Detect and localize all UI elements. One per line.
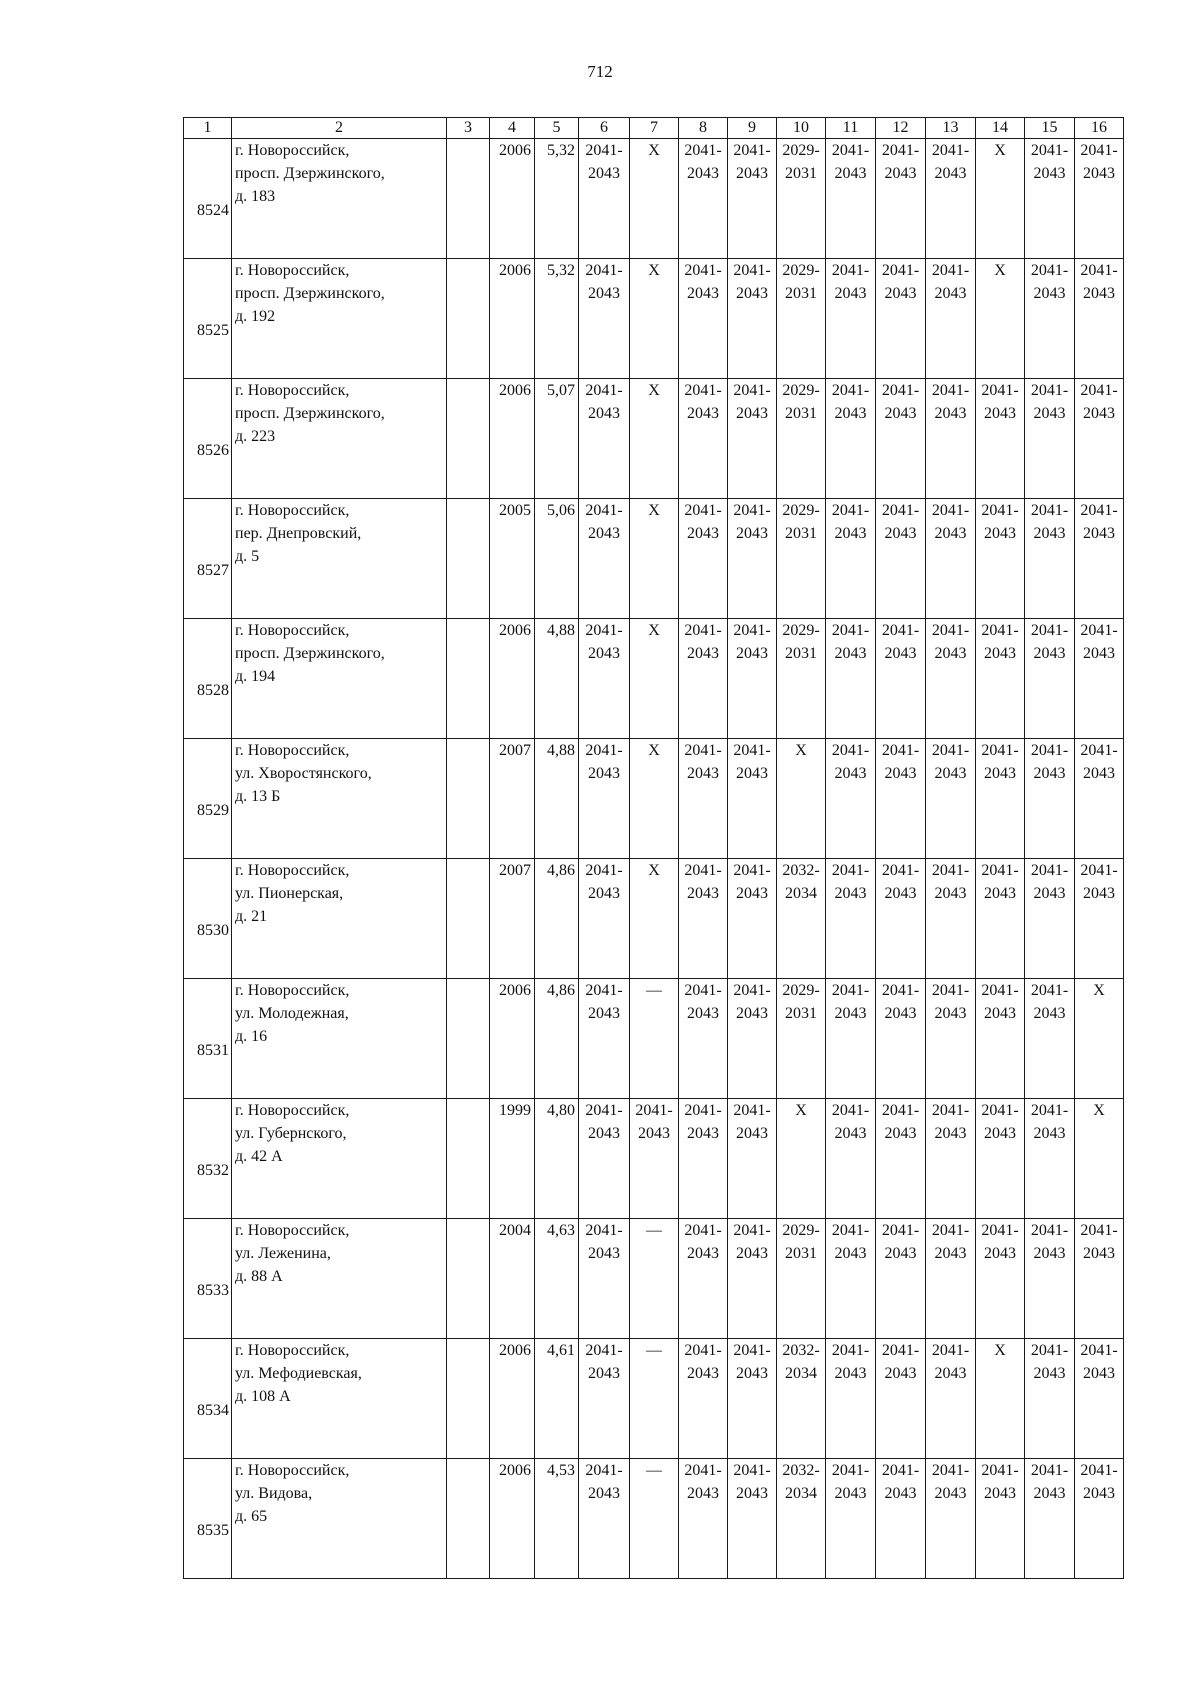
period-cell-11: 2041- 2043 [826, 1099, 876, 1219]
column-header-5: 5 [535, 118, 579, 139]
table-body [184, 139, 1124, 1579]
table-row [184, 619, 1124, 739]
period-cell-9: 2041- 2043 [728, 1459, 777, 1579]
area-cell: 4,88 [535, 739, 579, 859]
row-number-cell: 8535 [184, 1459, 232, 1579]
period-cell-11: 2041- 2043 [826, 139, 876, 259]
table-row [184, 1219, 1124, 1339]
period-cell-10: X [777, 1099, 826, 1219]
period-cell-12: 2041- 2043 [876, 139, 926, 259]
period-cell-16: 2041- 2043 [1075, 739, 1124, 859]
col3-cell [447, 739, 490, 859]
address-cell: г. Новороссийск, ул. Пионерская, д. 21 [232, 859, 447, 979]
column-header-6: 6 [579, 118, 630, 139]
period-cell-7: X [630, 859, 679, 979]
period-cell-6: 2041- 2043 [579, 1339, 630, 1459]
column-header-1: 1 [184, 118, 232, 139]
period-cell-10: 2029- 2031 [777, 259, 826, 379]
period-cell-6: 2041- 2043 [579, 1219, 630, 1339]
period-cell-13: 2041- 2043 [926, 379, 976, 499]
period-cell-13: 2041- 2043 [926, 619, 976, 739]
period-cell-12: 2041- 2043 [876, 979, 926, 1099]
period-cell-15: 2041- 2043 [1025, 1099, 1075, 1219]
period-cell-6: 2041- 2043 [579, 259, 630, 379]
period-cell-9: 2041- 2043 [728, 259, 777, 379]
period-cell-13: 2041- 2043 [926, 1339, 976, 1459]
period-cell-16: 2041- 2043 [1075, 259, 1124, 379]
period-cell-8: 2041- 2043 [679, 1099, 728, 1219]
period-cell-16: 2041- 2043 [1075, 1459, 1124, 1579]
year-cell: 2006 [490, 379, 535, 499]
period-cell-7: X [630, 259, 679, 379]
period-cell-12: 2041- 2043 [876, 859, 926, 979]
period-cell-16: X [1075, 979, 1124, 1099]
period-cell-14: X [976, 1339, 1025, 1459]
period-cell-10: 2029- 2031 [777, 1219, 826, 1339]
period-cell-8: 2041- 2043 [679, 739, 728, 859]
row-number-cell: 8525 [184, 259, 232, 379]
period-cell-15: 2041- 2043 [1025, 379, 1075, 499]
period-cell-13: 2041- 2043 [926, 259, 976, 379]
period-cell-9: 2041- 2043 [728, 979, 777, 1099]
period-cell-12: 2041- 2043 [876, 379, 926, 499]
period-cell-13: 2041- 2043 [926, 1099, 976, 1219]
period-cell-15: 2041- 2043 [1025, 1219, 1075, 1339]
address-cell: г. Новороссийск, просп. Дзержинского, д. 194 [232, 619, 447, 739]
period-cell-8: 2041- 2043 [679, 259, 728, 379]
row-number-cell: 8532 [184, 1099, 232, 1219]
period-cell-8: 2041- 2043 [679, 1459, 728, 1579]
column-header-9: 9 [728, 118, 777, 139]
row-number-cell: 8530 [184, 859, 232, 979]
column-header-11: 11 [826, 118, 876, 139]
period-cell-9: 2041- 2043 [728, 499, 777, 619]
year-cell: 2005 [490, 499, 535, 619]
column-header-14: 14 [976, 118, 1025, 139]
period-cell-9: 2041- 2043 [728, 379, 777, 499]
period-cell-14: 2041- 2043 [976, 979, 1025, 1099]
area-cell: 4,80 [535, 1099, 579, 1219]
period-cell-13: 2041- 2043 [926, 979, 976, 1099]
col3-cell [447, 1219, 490, 1339]
area-cell: 5,32 [535, 259, 579, 379]
col3-cell [447, 859, 490, 979]
period-cell-12: 2041- 2043 [876, 1459, 926, 1579]
period-cell-9: 2041- 2043 [728, 1219, 777, 1339]
address-cell: г. Новороссийск, ул. Леженина, д. 88 А [232, 1219, 447, 1339]
period-cell-12: 2041- 2043 [876, 259, 926, 379]
period-cell-7: X [630, 139, 679, 259]
row-number-cell: 8526 [184, 379, 232, 499]
address-cell: г. Новороссийск, ул. Хворостянского, д. 13 Б [232, 739, 447, 859]
period-cell-7: X [630, 619, 679, 739]
column-header-10: 10 [777, 118, 826, 139]
period-cell-10: X [777, 739, 826, 859]
address-cell: г. Новороссийск, ул. Мефодиевская, д. 108 А [232, 1339, 447, 1459]
period-cell-13: 2041- 2043 [926, 1219, 976, 1339]
col3-cell [447, 379, 490, 499]
row-number-cell: 8528 [184, 619, 232, 739]
period-cell-6: 2041- 2043 [579, 379, 630, 499]
period-cell-11: 2041- 2043 [826, 379, 876, 499]
period-cell-6: 2041- 2043 [579, 139, 630, 259]
column-header-15: 15 [1025, 118, 1075, 139]
table-row [184, 139, 1124, 259]
period-cell-10: 2032- 2034 [777, 859, 826, 979]
year-cell: 2006 [490, 259, 535, 379]
year-cell: 2006 [490, 979, 535, 1099]
period-cell-15: 2041- 2043 [1025, 259, 1075, 379]
year-cell: 2006 [490, 1459, 535, 1579]
column-header-2: 2 [232, 118, 447, 139]
period-cell-8: 2041- 2043 [679, 379, 728, 499]
table-row [184, 859, 1124, 979]
period-cell-12: 2041- 2043 [876, 619, 926, 739]
period-cell-14: 2041- 2043 [976, 1099, 1025, 1219]
period-cell-12: 2041- 2043 [876, 1219, 926, 1339]
period-cell-11: 2041- 2043 [826, 739, 876, 859]
period-cell-11: 2041- 2043 [826, 1219, 876, 1339]
period-cell-8: 2041- 2043 [679, 979, 728, 1099]
period-cell-10: 2029- 2031 [777, 619, 826, 739]
year-cell: 1999 [490, 1099, 535, 1219]
row-number-cell: 8524 [184, 139, 232, 259]
period-cell-10: 2032- 2034 [777, 1459, 826, 1579]
row-number-cell: 8529 [184, 739, 232, 859]
period-cell-16: 2041- 2043 [1075, 139, 1124, 259]
period-cell-16: X [1075, 1099, 1124, 1219]
period-cell-11: 2041- 2043 [826, 499, 876, 619]
period-cell-15: 2041- 2043 [1025, 1459, 1075, 1579]
period-cell-16: 2041- 2043 [1075, 499, 1124, 619]
period-cell-13: 2041- 2043 [926, 139, 976, 259]
period-cell-14: 2041- 2043 [976, 859, 1025, 979]
column-header-12: 12 [876, 118, 926, 139]
table-row [184, 1099, 1124, 1219]
period-cell-7: — [630, 979, 679, 1099]
period-cell-8: 2041- 2043 [679, 619, 728, 739]
row-number-cell: 8527 [184, 499, 232, 619]
area-cell: 4,61 [535, 1339, 579, 1459]
area-cell: 4,86 [535, 859, 579, 979]
period-cell-7: — [630, 1459, 679, 1579]
year-cell: 2006 [490, 1339, 535, 1459]
table-row [184, 979, 1124, 1099]
column-header-8: 8 [679, 118, 728, 139]
period-cell-9: 2041- 2043 [728, 739, 777, 859]
period-cell-7: 2041- 2043 [630, 1099, 679, 1219]
period-cell-11: 2041- 2043 [826, 259, 876, 379]
period-cell-15: 2041- 2043 [1025, 739, 1075, 859]
period-cell-13: 2041- 2043 [926, 859, 976, 979]
year-cell: 2006 [490, 139, 535, 259]
period-cell-10: 2029- 2031 [777, 499, 826, 619]
period-cell-10: 2029- 2031 [777, 979, 826, 1099]
period-cell-14: 2041- 2043 [976, 619, 1025, 739]
year-cell: 2004 [490, 1219, 535, 1339]
period-cell-6: 2041- 2043 [579, 499, 630, 619]
period-cell-14: 2041- 2043 [976, 499, 1025, 619]
period-cell-12: 2041- 2043 [876, 1339, 926, 1459]
address-cell: г. Новороссийск, ул. Молодежная, д. 16 [232, 979, 447, 1099]
period-cell-14: 2041- 2043 [976, 379, 1025, 499]
area-cell: 5,32 [535, 139, 579, 259]
period-cell-10: 2029- 2031 [777, 139, 826, 259]
col3-cell [447, 259, 490, 379]
period-cell-15: 2041- 2043 [1025, 979, 1075, 1099]
col3-cell [447, 139, 490, 259]
area-cell: 4,88 [535, 619, 579, 739]
period-cell-9: 2041- 2043 [728, 1339, 777, 1459]
year-cell: 2006 [490, 619, 535, 739]
period-cell-7: X [630, 739, 679, 859]
col3-cell [447, 1099, 490, 1219]
table-row [184, 259, 1124, 379]
period-cell-6: 2041- 2043 [579, 739, 630, 859]
period-cell-15: 2041- 2043 [1025, 619, 1075, 739]
period-cell-6: 2041- 2043 [579, 619, 630, 739]
period-cell-6: 2041- 2043 [579, 979, 630, 1099]
column-header-13: 13 [926, 118, 976, 139]
area-cell: 5,07 [535, 379, 579, 499]
period-cell-7: — [630, 1339, 679, 1459]
address-cell: г. Новороссийск, просп. Дзержинского, д. 183 [232, 139, 447, 259]
table-row [184, 1459, 1124, 1579]
area-cell: 4,63 [535, 1219, 579, 1339]
table-row [184, 379, 1124, 499]
period-cell-9: 2041- 2043 [728, 139, 777, 259]
period-cell-16: 2041- 2043 [1075, 1339, 1124, 1459]
period-cell-6: 2041- 2043 [579, 859, 630, 979]
col3-cell [447, 1339, 490, 1459]
period-cell-9: 2041- 2043 [728, 1099, 777, 1219]
period-cell-16: 2041- 2043 [1075, 1219, 1124, 1339]
row-number-cell: 8534 [184, 1339, 232, 1459]
period-cell-15: 2041- 2043 [1025, 499, 1075, 619]
period-cell-10: 2032- 2034 [777, 1339, 826, 1459]
period-cell-15: 2041- 2043 [1025, 859, 1075, 979]
period-cell-15: 2041- 2043 [1025, 1339, 1075, 1459]
period-cell-8: 2041- 2043 [679, 859, 728, 979]
column-header-3: 3 [447, 118, 490, 139]
housing-repair-table [183, 117, 1124, 1579]
period-cell-11: 2041- 2043 [826, 1339, 876, 1459]
address-cell: г. Новороссийск, ул. Видова, д. 65 [232, 1459, 447, 1579]
period-cell-11: 2041- 2043 [826, 979, 876, 1099]
period-cell-14: 2041- 2043 [976, 739, 1025, 859]
table-header-row [184, 118, 1124, 139]
table-row [184, 739, 1124, 859]
col3-cell [447, 619, 490, 739]
period-cell-8: 2041- 2043 [679, 499, 728, 619]
column-header-4: 4 [490, 118, 535, 139]
period-cell-16: 2041- 2043 [1075, 379, 1124, 499]
column-header-7: 7 [630, 118, 679, 139]
year-cell: 2007 [490, 739, 535, 859]
area-cell: 4,86 [535, 979, 579, 1099]
address-cell: г. Новороссийск, просп. Дзержинского, д. 223 [232, 379, 447, 499]
address-cell: г. Новороссийск, просп. Дзержинского, д. 192 [232, 259, 447, 379]
period-cell-6: 2041- 2043 [579, 1099, 630, 1219]
period-cell-7: X [630, 379, 679, 499]
period-cell-6: 2041- 2043 [579, 1459, 630, 1579]
period-cell-14: 2041- 2043 [976, 1459, 1025, 1579]
table-row [184, 499, 1124, 619]
period-cell-13: 2041- 2043 [926, 1459, 976, 1579]
period-cell-13: 2041- 2043 [926, 499, 976, 619]
period-cell-16: 2041- 2043 [1075, 619, 1124, 739]
period-cell-14: 2041- 2043 [976, 1219, 1025, 1339]
period-cell-11: 2041- 2043 [826, 1459, 876, 1579]
table-row [184, 1339, 1124, 1459]
period-cell-15: 2041- 2043 [1025, 139, 1075, 259]
row-number-cell: 8531 [184, 979, 232, 1099]
year-cell: 2007 [490, 859, 535, 979]
period-cell-10: 2029- 2031 [777, 379, 826, 499]
col3-cell [447, 1459, 490, 1579]
period-cell-12: 2041- 2043 [876, 739, 926, 859]
period-cell-13: 2041- 2043 [926, 739, 976, 859]
column-header-16: 16 [1075, 118, 1124, 139]
period-cell-14: X [976, 259, 1025, 379]
period-cell-9: 2041- 2043 [728, 859, 777, 979]
period-cell-8: 2041- 2043 [679, 1219, 728, 1339]
period-cell-9: 2041- 2043 [728, 619, 777, 739]
area-cell: 5,06 [535, 499, 579, 619]
period-cell-8: 2041- 2043 [679, 139, 728, 259]
row-number-cell: 8533 [184, 1219, 232, 1339]
period-cell-11: 2041- 2043 [826, 619, 876, 739]
period-cell-8: 2041- 2043 [679, 1339, 728, 1459]
area-cell: 4,53 [535, 1459, 579, 1579]
page-number: 712 [587, 62, 613, 81]
period-cell-11: 2041- 2043 [826, 859, 876, 979]
col3-cell [447, 979, 490, 1099]
address-cell: г. Новороссийск, пер. Днепровский, д. 5 [232, 499, 447, 619]
period-cell-12: 2041- 2043 [876, 1099, 926, 1219]
period-cell-14: X [976, 139, 1025, 259]
address-cell: г. Новороссийск, ул. Губернского, д. 42 А [232, 1099, 447, 1219]
period-cell-7: — [630, 1219, 679, 1339]
period-cell-16: 2041- 2043 [1075, 859, 1124, 979]
period-cell-7: X [630, 499, 679, 619]
period-cell-12: 2041- 2043 [876, 499, 926, 619]
col3-cell [447, 499, 490, 619]
